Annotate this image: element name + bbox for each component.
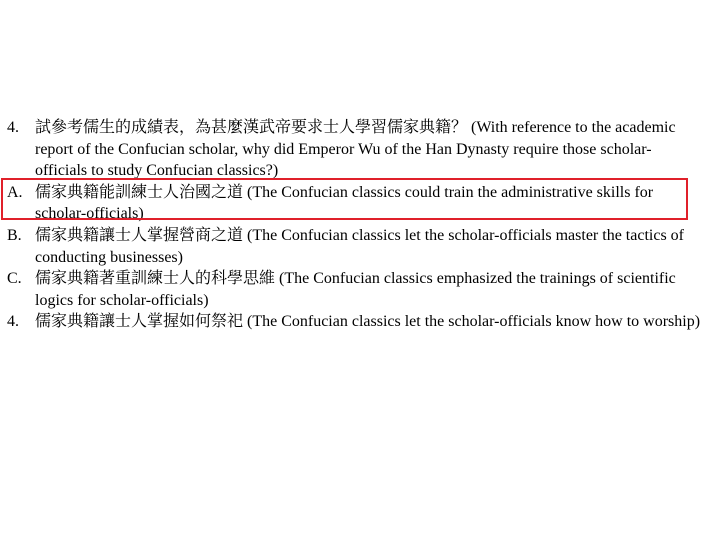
option-d-text: 儒家典籍讓士人掌握如何祭祀 (The Confucian classics let the scholar-officials know how to worship)	[35, 313, 701, 331]
option-b-text: 儒家典籍讓士人掌握營商之道 (The Confucian classics let the scholar-officials master the tactics of conducting businesses)	[35, 226, 685, 266]
option-b	[0, 225, 720, 268]
question-block	[0, 117, 720, 333]
option-c-marker: C.	[7, 270, 22, 288]
answer-highlight-box	[1, 178, 688, 220]
option-c-text: 儒家典籍著重訓練士人的科學思維 (The Confucian classics emphasized the trainings of scientific logics for scholar-officials)	[35, 270, 676, 309]
option-a-marker: A.	[7, 183, 23, 201]
option-b-marker: B.	[7, 226, 22, 244]
option-d	[0, 311, 720, 333]
question-text: 試參考儒生的成績表，為甚麼漢武帝要求士人學習儒家典籍？ (With reference to the academic report of the Confucian scholar, why did Emperor Wu of the Han Dynasty require those scholar-officials to study Confucian classics?)	[35, 119, 676, 180]
question-stem	[0, 117, 720, 182]
option-a-text: 儒家典籍能訓練士人治國之道 (The Confucian classics could train the administrative skills for scholar-officials)	[35, 183, 654, 223]
option-d-marker: 4.	[7, 313, 19, 331]
question-number: 4.	[7, 119, 19, 136]
option-c	[0, 268, 720, 311]
